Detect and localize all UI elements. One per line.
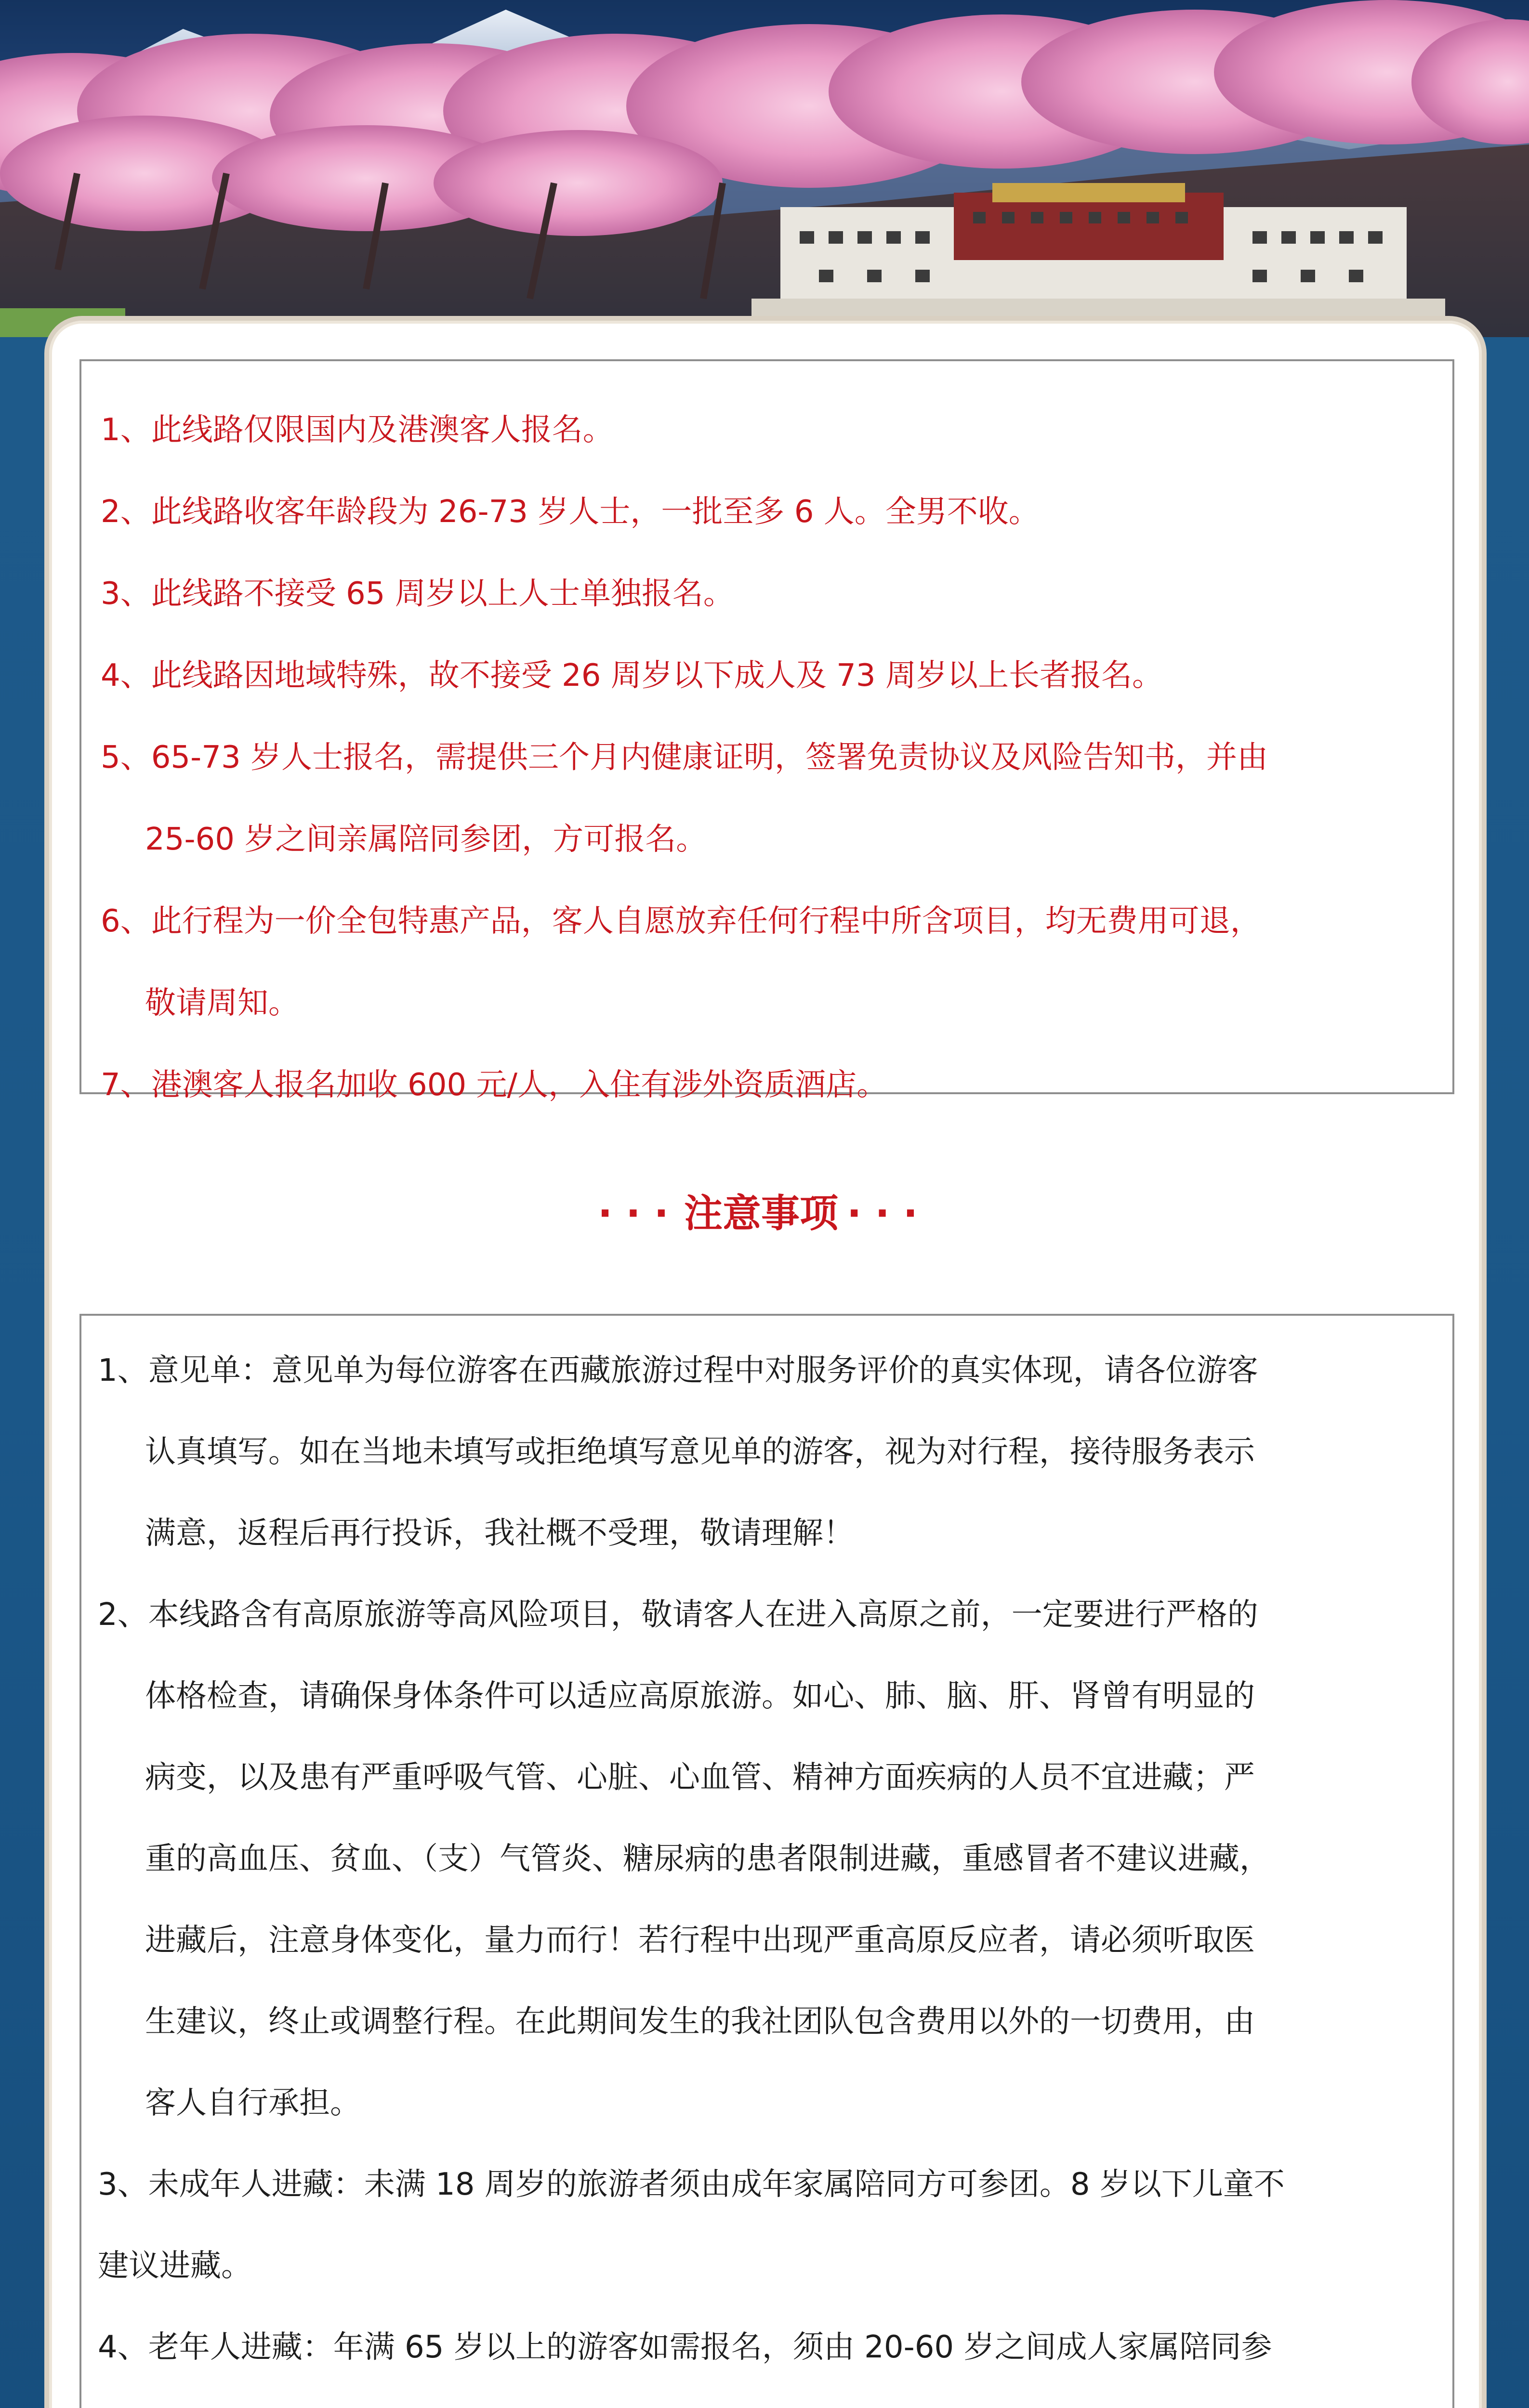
restriction-line: 2、此线路收客年龄段为 26-73 岁人士，一批至多 6 人。全男不收。 — [101, 494, 1040, 530]
notice-line: 3、未成年人进藏：未满 18 周岁的旅游者须由成年家属陪同方可参团。8 岁以下儿童不 — [98, 2167, 1285, 2202]
notice-line-continued: 体格检查，请确保身体条件可以适应高原旅游。如心、肺、脑、肝、肾曾有明显的 — [145, 1678, 1255, 1714]
notice-line-continued: 认真填写。如在当地未填写或拒绝填写意见单的游客，视为对行程，接待服务表示 — [145, 1434, 1255, 1470]
notice-line-continued: 生建议，终止或调整行程。在此期间发生的我社团队包含费用以外的一切费用，由 — [145, 2004, 1255, 2040]
notice-line-continued: 病变，以及患有严重呼吸气管、心脏、心血管、精神方面疾病的人员不宜进藏；严 — [145, 1760, 1255, 1795]
notice-line: 1、意见单：意见单为每位游客在西藏旅游过程中对服务评价的真实体现，请各位游客 — [98, 1353, 1258, 1388]
restriction-line: 5、65-73 岁人士报名，需提供三个月内健康证明，签署免责协议及风险告知书，并由 — [101, 740, 1268, 775]
restriction-line: 1、此线路仅限国内及港澳客人报名。 — [101, 412, 614, 448]
notice-line-continued: 客人自行承担。 — [145, 2085, 361, 2121]
title-dots-left: ··· — [597, 1191, 682, 1236]
notice-line: 2、本线路含有高原旅游等高风险项目，敬请客人在进入高原之前，一定要进行严格的 — [98, 1597, 1258, 1633]
notice-line-continued: 进藏后，注意身体变化，量力而行！若行程中出现严重高原反应者，请必须听取医 — [145, 1923, 1255, 1958]
notice-title-text: 注意事项 — [684, 1191, 838, 1236]
restriction-line-continued: 敬请周知。 — [145, 985, 299, 1021]
registration-restrictions-box — [79, 359, 1454, 1103]
restriction-item-6 — [101, 880, 1438, 1044]
notice-line-continued: 满意，返程后再行投诉，我社概不受理，敬请理解！ — [145, 1516, 854, 1551]
notice-box — [79, 1314, 1454, 2408]
restriction-item-4 — [101, 635, 1438, 717]
notice-item-2 — [98, 1574, 1443, 2144]
notice-line-continued: 重的高血压、贫血、（支）气管炎、糖尿病的患者限制进藏，重感冒者不建议进藏， — [145, 1841, 1270, 1877]
restriction-item-2 — [101, 471, 1438, 553]
restriction-item-3 — [101, 553, 1438, 635]
notice-line-continued — [98, 2388, 1443, 2408]
restrictions-list — [101, 389, 1438, 1126]
notice-item-4 — [98, 2307, 1443, 2408]
restriction-line: 3、此线路不接受 65 周岁以上人士单独报名。 — [101, 576, 734, 612]
notice-item-3 — [98, 2144, 1443, 2307]
title-dots-right: ··· — [847, 1191, 932, 1236]
restriction-line-continued: 25-60 岁之间亲属陪同参团，方可报名。 — [145, 822, 707, 857]
notice-line-continued: 建议进藏。 — [98, 2248, 252, 2284]
restriction-line: 4、此线路因地域特殊，故不接受 26 周岁以下成人及 73 周岁以上长者报名。 — [101, 658, 1163, 694]
restriction-item-1 — [101, 389, 1438, 471]
restriction-line: 7、港澳客人报名加收 600 元/人，入住有涉外资质酒店。 — [101, 1067, 888, 1103]
restriction-item-7 — [101, 1044, 1438, 1126]
notice-line: 4、老年人进藏：年满 65 岁以上的游客如需报名，须由 20-60 岁之间成人家属陪同参 — [98, 2329, 1272, 2365]
notice-item-1 — [98, 1330, 1443, 1574]
restriction-line: 6、此行程为一价全包特惠产品，客人自愿放弃任何行程中所含项目，均无费用可退， — [101, 903, 1261, 939]
restriction-item-5 — [101, 717, 1438, 880]
notice-list — [98, 1330, 1443, 2408]
notice-section-title — [0, 1185, 1529, 1243]
